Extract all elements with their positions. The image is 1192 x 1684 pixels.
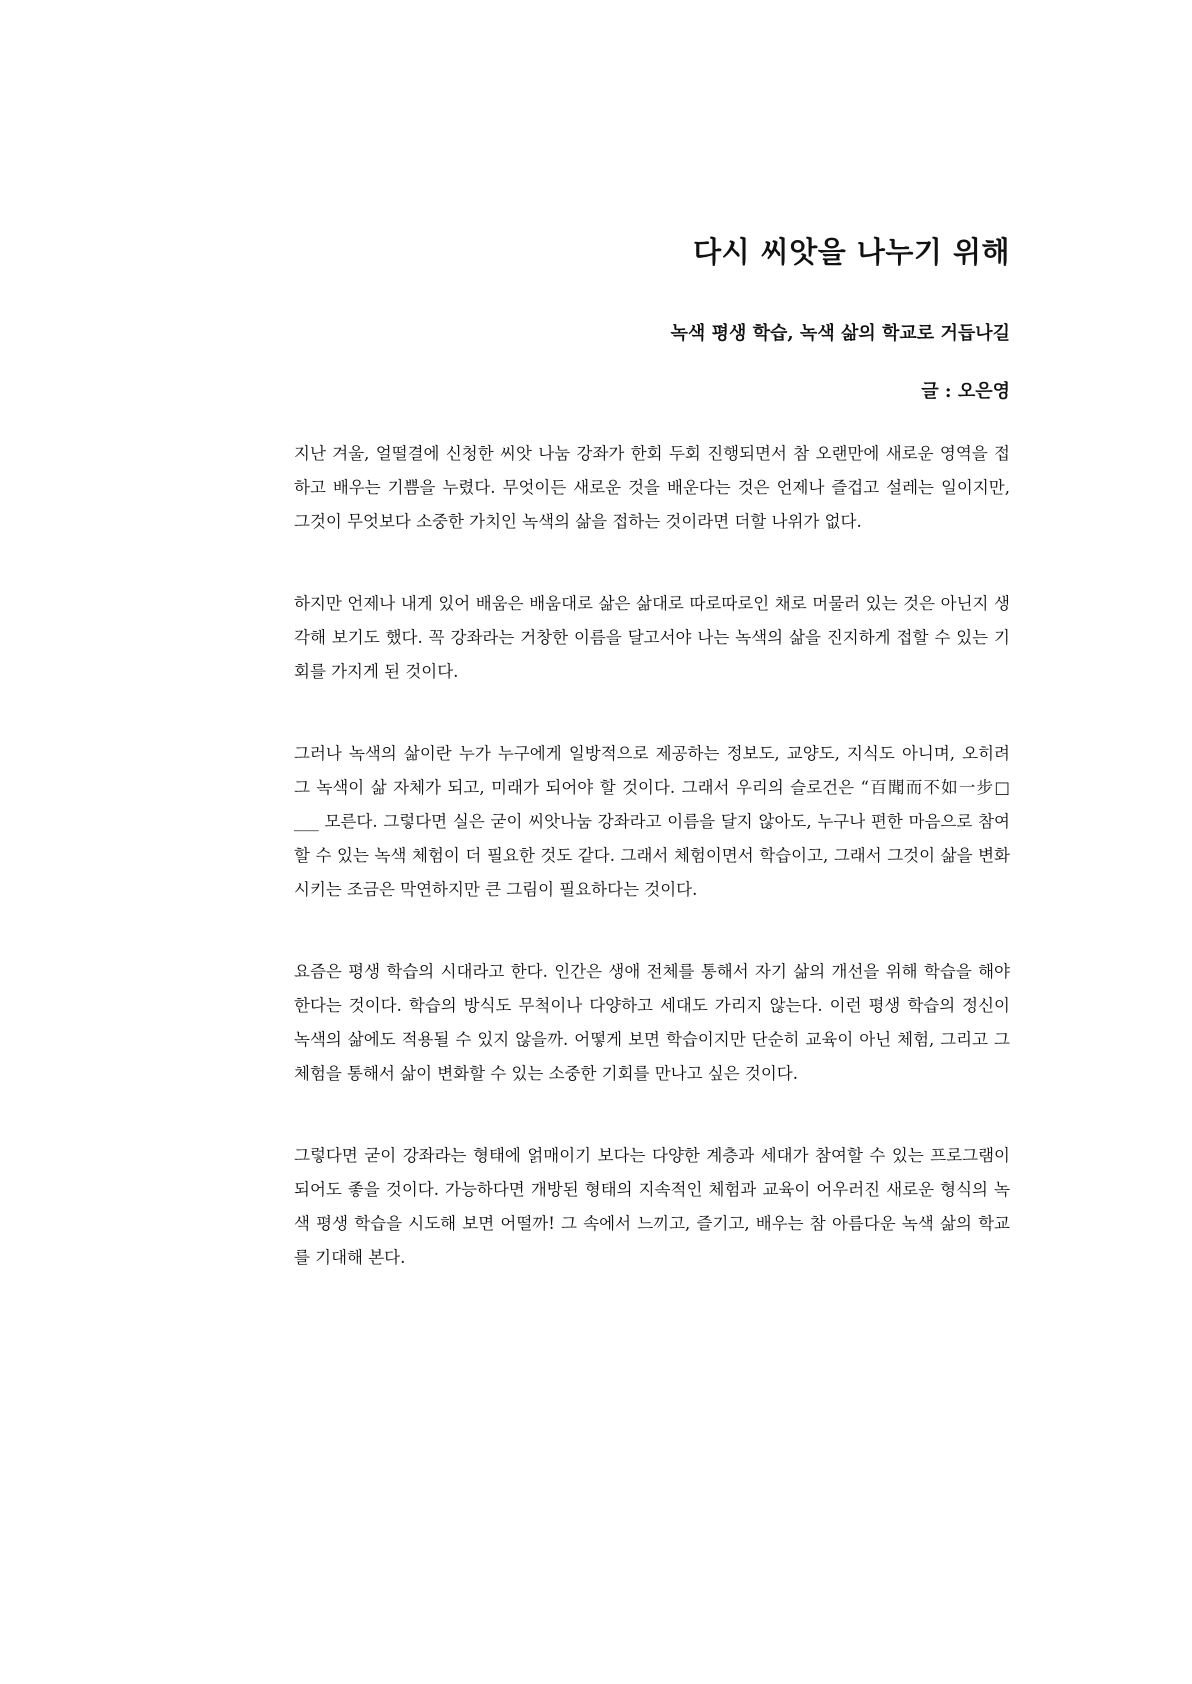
paragraph-line: 하지만 언제나 내게 있어 배움은 배움대로 삶은 삶대로 따로따로인 채로 머물러 있는 것은 아닌지 생: [294, 594, 1010, 613]
paragraph-line: 하고 배우는 기쁨을 누렸다. 무엇이든 새로운 것을 배운다는 것은 언제나 즐겁고 설레는 일이지만,: [294, 478, 1010, 497]
paragraph-line: 색 평생 학습을 시도해 보면 어떨까! 그 속에서 느끼고, 즐기고, 배우는 참 아름다운 녹색 삶의 학교: [294, 1214, 1010, 1233]
paragraph-line: 그것이 무엇보다 소중한 가치인 녹색의 삶을 접하는 것이라면 더할 나위가 없다.: [294, 512, 862, 531]
document-subtitle: 녹색 평생 학습, 녹색 삶의 학교로 거듭나길: [670, 323, 1010, 344]
document-body: [294, 437, 1010, 1323]
paragraph-line: 회를 가지게 된 것이다.: [294, 662, 459, 681]
paragraph-line: 체험을 통해서 삶이 변화할 수 있는 소중한 기회를 만나고 싶은 것이다.: [294, 1064, 798, 1083]
paragraph-line: 한다는 것이다. 학습의 방식도 무척이나 다양하고 세대도 가리지 않는다. 이런 평생 학습의 정신이: [294, 996, 1010, 1015]
paragraph-line: 그렇다면 굳이 강좌라는 형태에 얽매이기 보다는 다양한 계층과 세대가 참여할 수 있는 프로그램이: [294, 1146, 1010, 1165]
paragraph-line: 녹색의 삶에도 적용될 수 있지 않을까. 어떻게 보면 학습이지만 단순히 교육이 아닌 체험, 그리고 그: [294, 1030, 1010, 1049]
paragraph-2: [294, 587, 1010, 689]
paragraph-line: 시키는 조금은 막연하지만 큰 그림이 필요하다는 것이다.: [294, 880, 698, 899]
document-header: [294, 230, 1010, 403]
paragraph-3: [294, 737, 1010, 907]
paragraph-line: 지난 겨울, 얼떨결에 신청한 씨앗 나눔 강좌가 한회 두회 진행되면서 참 오랜만에 새로운 영역을 접: [294, 444, 1010, 463]
paragraph-line: 할 수 있는 녹색 체험이 더 필요한 것도 같다. 그래서 체험이면서 학습이고, 그래서 그것이 삶을 변화: [294, 846, 1010, 865]
document-title: 다시 씨앗을 나누기 위해: [693, 235, 1010, 269]
paragraph-line: 그 녹색이 삶 자체가 되고, 미래가 되어야 할 것이다. 그래서 우리의 슬로건은 “百聞而不如一步□: [294, 778, 1010, 797]
paragraph-line: 그러나 녹색의 삶이란 누가 누구에게 일방적으로 제공하는 정보도, 교양도, 지식도 아니며, 오히려: [294, 744, 1010, 763]
paragraph-1: [294, 437, 1010, 539]
paragraph-line: 를 기대해 본다.: [294, 1248, 406, 1267]
paragraph-4: [294, 955, 1010, 1091]
paragraph-line: 각해 보기도 했다. 꼭 강좌라는 거창한 이름을 달고서야 나는 녹색의 삶을 진지하게 접할 수 있는 기: [294, 628, 1010, 647]
paragraph-line: ___ 모른다. 그렇다면 실은 굳이 씨앗나눔 강좌라고 이름을 달지 않아도, 누구나 편한 마음으로 참여: [294, 812, 1010, 831]
document-author: 글 : 오은영: [921, 381, 1010, 402]
paragraph-5: [294, 1139, 1010, 1275]
paragraph-line: 되어도 좋을 것이다. 가능하다면 개방된 형태의 지속적인 체험과 교육이 어우러진 새로운 형식의 녹: [294, 1180, 1010, 1199]
paragraph-line: 요즘은 평생 학습의 시대라고 한다. 인간은 생애 전체를 통해서 자기 삶의 개선을 위해 학습을 해야: [294, 962, 1010, 981]
